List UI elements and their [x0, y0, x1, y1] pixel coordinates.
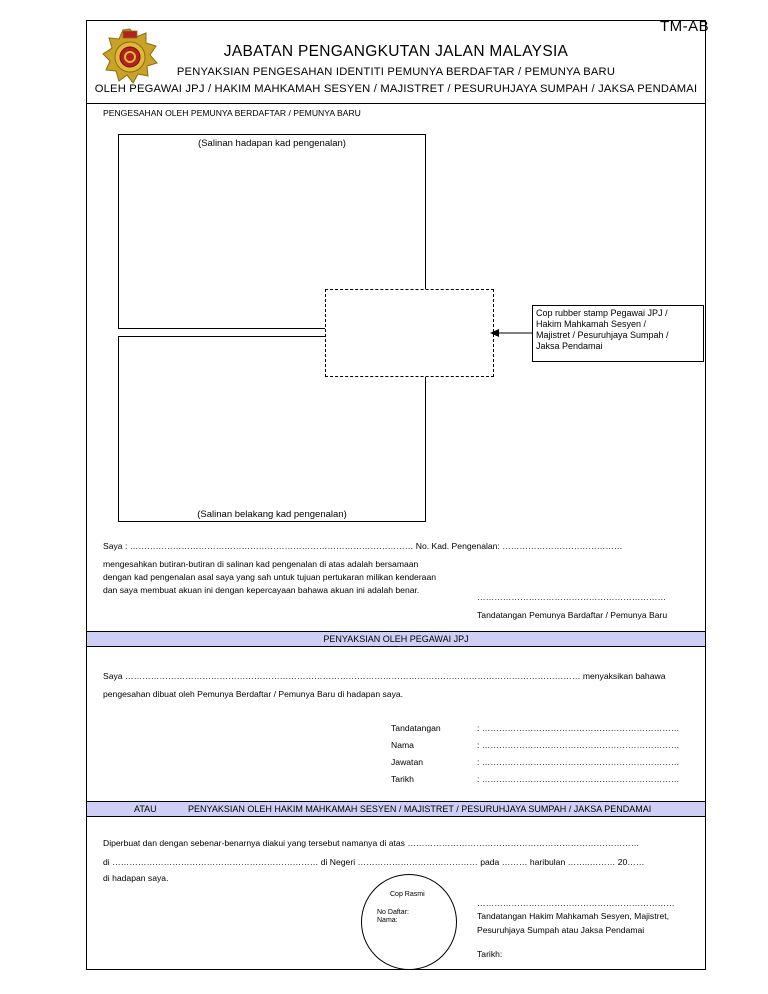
page-subtitle-1: PENYAKSIAN PENGESAHAN IDENTITI PEMUNYA BERDAFTAR / PEMUNYA BARU — [176, 66, 616, 78]
atau-label: ATAU — [134, 804, 157, 814]
judge-date-label[interactable]: Tarikh: — [477, 949, 503, 959]
ic-back-caption: (Salinan belakang kad pengenalan) — [197, 509, 347, 520]
declaration-line: dengan kad pengenalan asal saya yang sah untuk tujuan pertukaran milikan kenderaan — [103, 572, 437, 582]
stamp-note-line: Jaksa Pendamai — [536, 341, 603, 351]
owner-signature-label: Tandatangan Pemunya Bardaftar / Pemunya Baru — [477, 610, 668, 620]
declaration-line: mengesahkan butiran-butiran di salinan kad pengenalan di atas adalah bersamaan — [103, 559, 419, 569]
judge-section-band — [87, 801, 705, 817]
official-stamp-circle — [361, 874, 457, 970]
judge-line-3: di hadapan saya. — [103, 873, 169, 883]
field-label-tandatangan: Tandatangan — [391, 723, 441, 733]
owner-name-ic-line[interactable]: Saya : ……………………………………………………………………………………… No. Kad. Pengenalan: …………………………………… — [103, 541, 623, 551]
judge-signature-label-2: Pesuruhjaya Sumpah atau Jaksa Pendamai — [477, 925, 645, 935]
judge-signature-line[interactable]: …………………………………………………………… — [477, 898, 675, 908]
header-divider — [86, 103, 706, 104]
judge-signature-label-1: Tandatangan Hakim Mahkamah Sesyen, Majistret, — [477, 911, 670, 921]
field-tandatangan[interactable]: : …………………………………………………………… — [477, 723, 680, 733]
field-label-nama: Nama — [391, 740, 414, 750]
stamp-note-line: Cop rubber stamp Pegawai JPJ / — [536, 308, 668, 318]
owner-signature-line[interactable]: ………………………………………………………… — [477, 592, 667, 602]
jpj-section-band — [87, 631, 705, 647]
page-title: JABATAN PENGANGKUTAN JALAN MALAYSIA — [223, 43, 569, 60]
page-subtitle-2: OLEH PEGAWAI JPJ / HAKIM MAHKAMAH SESYEN / MAJISTRET / PESURUHJAYA SUMPAH / JAKSA PENDAMAI — [94, 83, 698, 95]
stamp-note-line: Majistret / Pesuruhjaya Sumpah / — [536, 330, 669, 340]
judge-section-heading: PENYAKSIAN OLEH HAKIM MAHKAMAH SESYEN / MAJISTRET / PESURUHJAYA SUMPAH / JAKSA PENDAMAI — [188, 804, 652, 814]
ic-front-caption: (Salinan hadapan kad pengenalan) — [198, 138, 346, 149]
judge-line-1[interactable]: Diperbuat dan dengan sebenar-benarnya diakui yang tersebut namanya di atas ……………………………………………………………………… — [103, 838, 640, 848]
stamp-note-line: Hakim Mahkamah Sesyen / — [536, 319, 647, 329]
stamp-no-daftar: No Daftar: — [377, 909, 409, 916]
field-jawatan[interactable]: : …………………………………………………………… — [477, 757, 680, 767]
judge-line-2[interactable]: di ……………………………………………………………… di Negeri …………………………………… pada ……… haribulan ……..……… 20…… — [103, 857, 645, 867]
form-code: TM-AB — [660, 18, 710, 35]
jpj-witness-line[interactable]: Saya …………………………………………………………………………………………………………………………………………… menyaksikan bahawa — [103, 671, 666, 681]
stamp-title: Cop Rasmi — [390, 891, 425, 898]
field-label-jawatan: Jawatan — [391, 757, 424, 767]
owner-section-heading: PENGESAHAN OLEH PEMUNYA BERDAFTAR / PEMUNYA BARU — [103, 108, 361, 118]
field-nama[interactable]: : …………………………………………………………… — [477, 740, 680, 750]
arrow-left-icon — [490, 327, 534, 339]
jpj-section-heading: PENYAKSIAN OLEH PEGAWAI JPJ — [323, 634, 469, 644]
jpj-statement: pengesahan dibuat oleh Pemunya Berdaftar / Pemunya Baru di hadapan saya. — [103, 689, 404, 699]
field-tarikh[interactable]: : …………………………………………………………… — [477, 774, 680, 784]
stamp-note-box — [532, 305, 704, 362]
declaration-line: dan saya membuat akuan ini dengan kepercayaan bahawa akuan ini adalah benar. — [103, 585, 420, 595]
stamp-area — [325, 289, 494, 377]
field-label-tarikh: Tarikh — [391, 774, 414, 784]
stamp-nama: Nama: — [377, 917, 398, 924]
